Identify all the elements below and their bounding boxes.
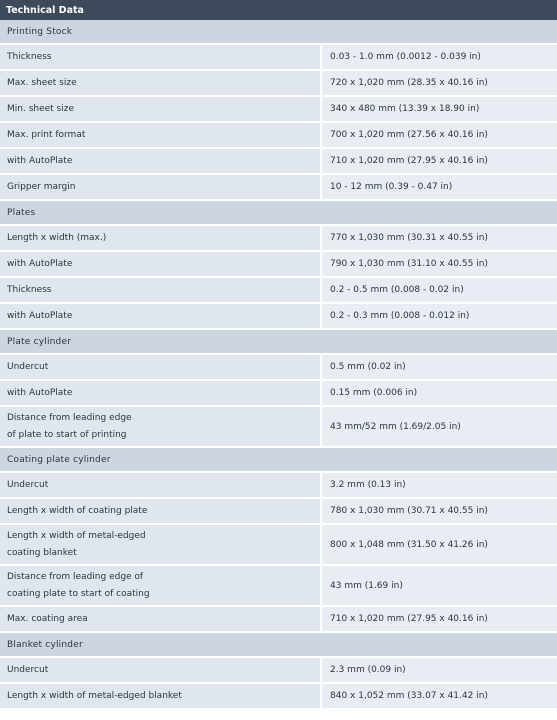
row-label-line: Length x width of metal-edged (7, 530, 146, 541)
row-label-line: Undercut (7, 479, 49, 490)
row-label-line: Length x width of metal-edged blanket (7, 690, 182, 701)
row-label-line: Distance from leading edge (7, 412, 132, 423)
row-label-line: Length x width (max.) (7, 232, 107, 243)
row-label-line: Thickness (7, 284, 52, 295)
row-label (0, 499, 322, 523)
row-value: 43 mm/52 mm (1.69/2.05 in) (322, 407, 557, 446)
table-row (0, 381, 557, 407)
row-value: 710 x 1,020 mm (27.95 x 40.16 in) (322, 149, 557, 173)
table-row (0, 304, 557, 330)
row-value: 3.2 mm (0.13 in) (322, 473, 557, 497)
row-label-line: with AutoPlate (7, 310, 73, 321)
section-heading: Coating plate cylinder (0, 448, 557, 473)
row-label (0, 71, 322, 95)
table-row (0, 45, 557, 71)
row-label (0, 658, 322, 682)
row-label (0, 473, 322, 497)
row-label-line: Max. print format (7, 129, 86, 140)
row-label (0, 175, 322, 199)
section-heading: Blanket cylinder (0, 633, 557, 658)
table-row (0, 607, 557, 633)
row-label (0, 381, 322, 405)
row-label (0, 252, 322, 276)
table-row (0, 97, 557, 123)
row-label (0, 226, 322, 250)
row-label-line: with AutoPlate (7, 258, 73, 269)
row-value: 780 x 1,030 mm (30.71 x 40.55 in) (322, 499, 557, 523)
table-row (0, 473, 557, 499)
row-value: 0.15 mm (0.006 in) (322, 381, 557, 405)
row-value: 770 x 1,030 mm (30.31 x 40.55 in) (322, 226, 557, 250)
row-label (0, 566, 322, 605)
row-label-line: Min. sheet size (7, 103, 74, 114)
table-row (0, 226, 557, 252)
table-row (0, 525, 557, 566)
table-row (0, 658, 557, 684)
row-label-line: Length x width of coating plate (7, 505, 148, 516)
row-label (0, 355, 322, 379)
row-value: 0.2 - 0.5 mm (0.008 - 0.02 in) (322, 278, 557, 302)
row-label (0, 607, 322, 631)
row-label-line: Gripper margin (7, 181, 76, 192)
row-label-line: Undercut (7, 664, 49, 675)
row-value: 700 x 1,020 mm (27.56 x 40.16 in) (322, 123, 557, 147)
row-label (0, 123, 322, 147)
row-label-line: coating plate to start of coating (7, 588, 150, 599)
row-label (0, 684, 322, 708)
row-label-line: Thickness (7, 51, 52, 62)
table-row (0, 499, 557, 525)
row-value: 800 x 1,048 mm (31.50 x 41.26 in) (322, 525, 557, 564)
row-value: 0.5 mm (0.02 in) (322, 355, 557, 379)
table-body (0, 20, 557, 710)
row-label-line: Max. sheet size (7, 77, 77, 88)
row-label (0, 149, 322, 173)
section-heading: Plates (0, 201, 557, 226)
row-value: 0.03 - 1.0 mm (0.0012 - 0.039 in) (322, 45, 557, 69)
row-label-line: with AutoPlate (7, 155, 73, 166)
table-title: Technical Data (0, 0, 557, 20)
row-label-line: of plate to start of printing (7, 429, 127, 440)
row-value: 340 x 480 mm (13.39 x 18.90 in) (322, 97, 557, 121)
section-heading: Plate cylinder (0, 330, 557, 355)
row-label-line: coating blanket (7, 547, 77, 558)
table-row (0, 71, 557, 97)
table-row (0, 278, 557, 304)
section-heading: Printing Stock (0, 20, 557, 45)
row-value: 710 x 1,020 mm (27.95 x 40.16 in) (322, 607, 557, 631)
row-label (0, 97, 322, 121)
table-row (0, 355, 557, 381)
table-row (0, 566, 557, 607)
row-label (0, 407, 322, 446)
row-value: 43 mm (1.69 in) (322, 566, 557, 605)
row-label (0, 278, 322, 302)
row-value: 840 x 1,052 mm (33.07 x 41.42 in) (322, 684, 557, 708)
table-row (0, 407, 557, 448)
row-label-line: Max. coating area (7, 613, 88, 624)
row-value: 790 x 1,030 mm (31.10 x 40.55 in) (322, 252, 557, 276)
table-row (0, 149, 557, 175)
row-label-line: Distance from leading edge of (7, 571, 144, 582)
row-value: 2.3 mm (0.09 in) (322, 658, 557, 682)
row-label-line: with AutoPlate (7, 387, 73, 398)
row-value: 720 x 1,020 mm (28.35 x 40.16 in) (322, 71, 557, 95)
row-label-line: Undercut (7, 361, 49, 372)
row-label (0, 525, 322, 564)
row-label (0, 304, 322, 328)
row-value: 10 - 12 mm (0.39 - 0.47 in) (322, 175, 557, 199)
table-row (0, 252, 557, 278)
row-label (0, 45, 322, 69)
table-row (0, 684, 557, 710)
table-row (0, 123, 557, 149)
table-row (0, 175, 557, 201)
row-value: 0.2 - 0.3 mm (0.008 - 0.012 in) (322, 304, 557, 328)
